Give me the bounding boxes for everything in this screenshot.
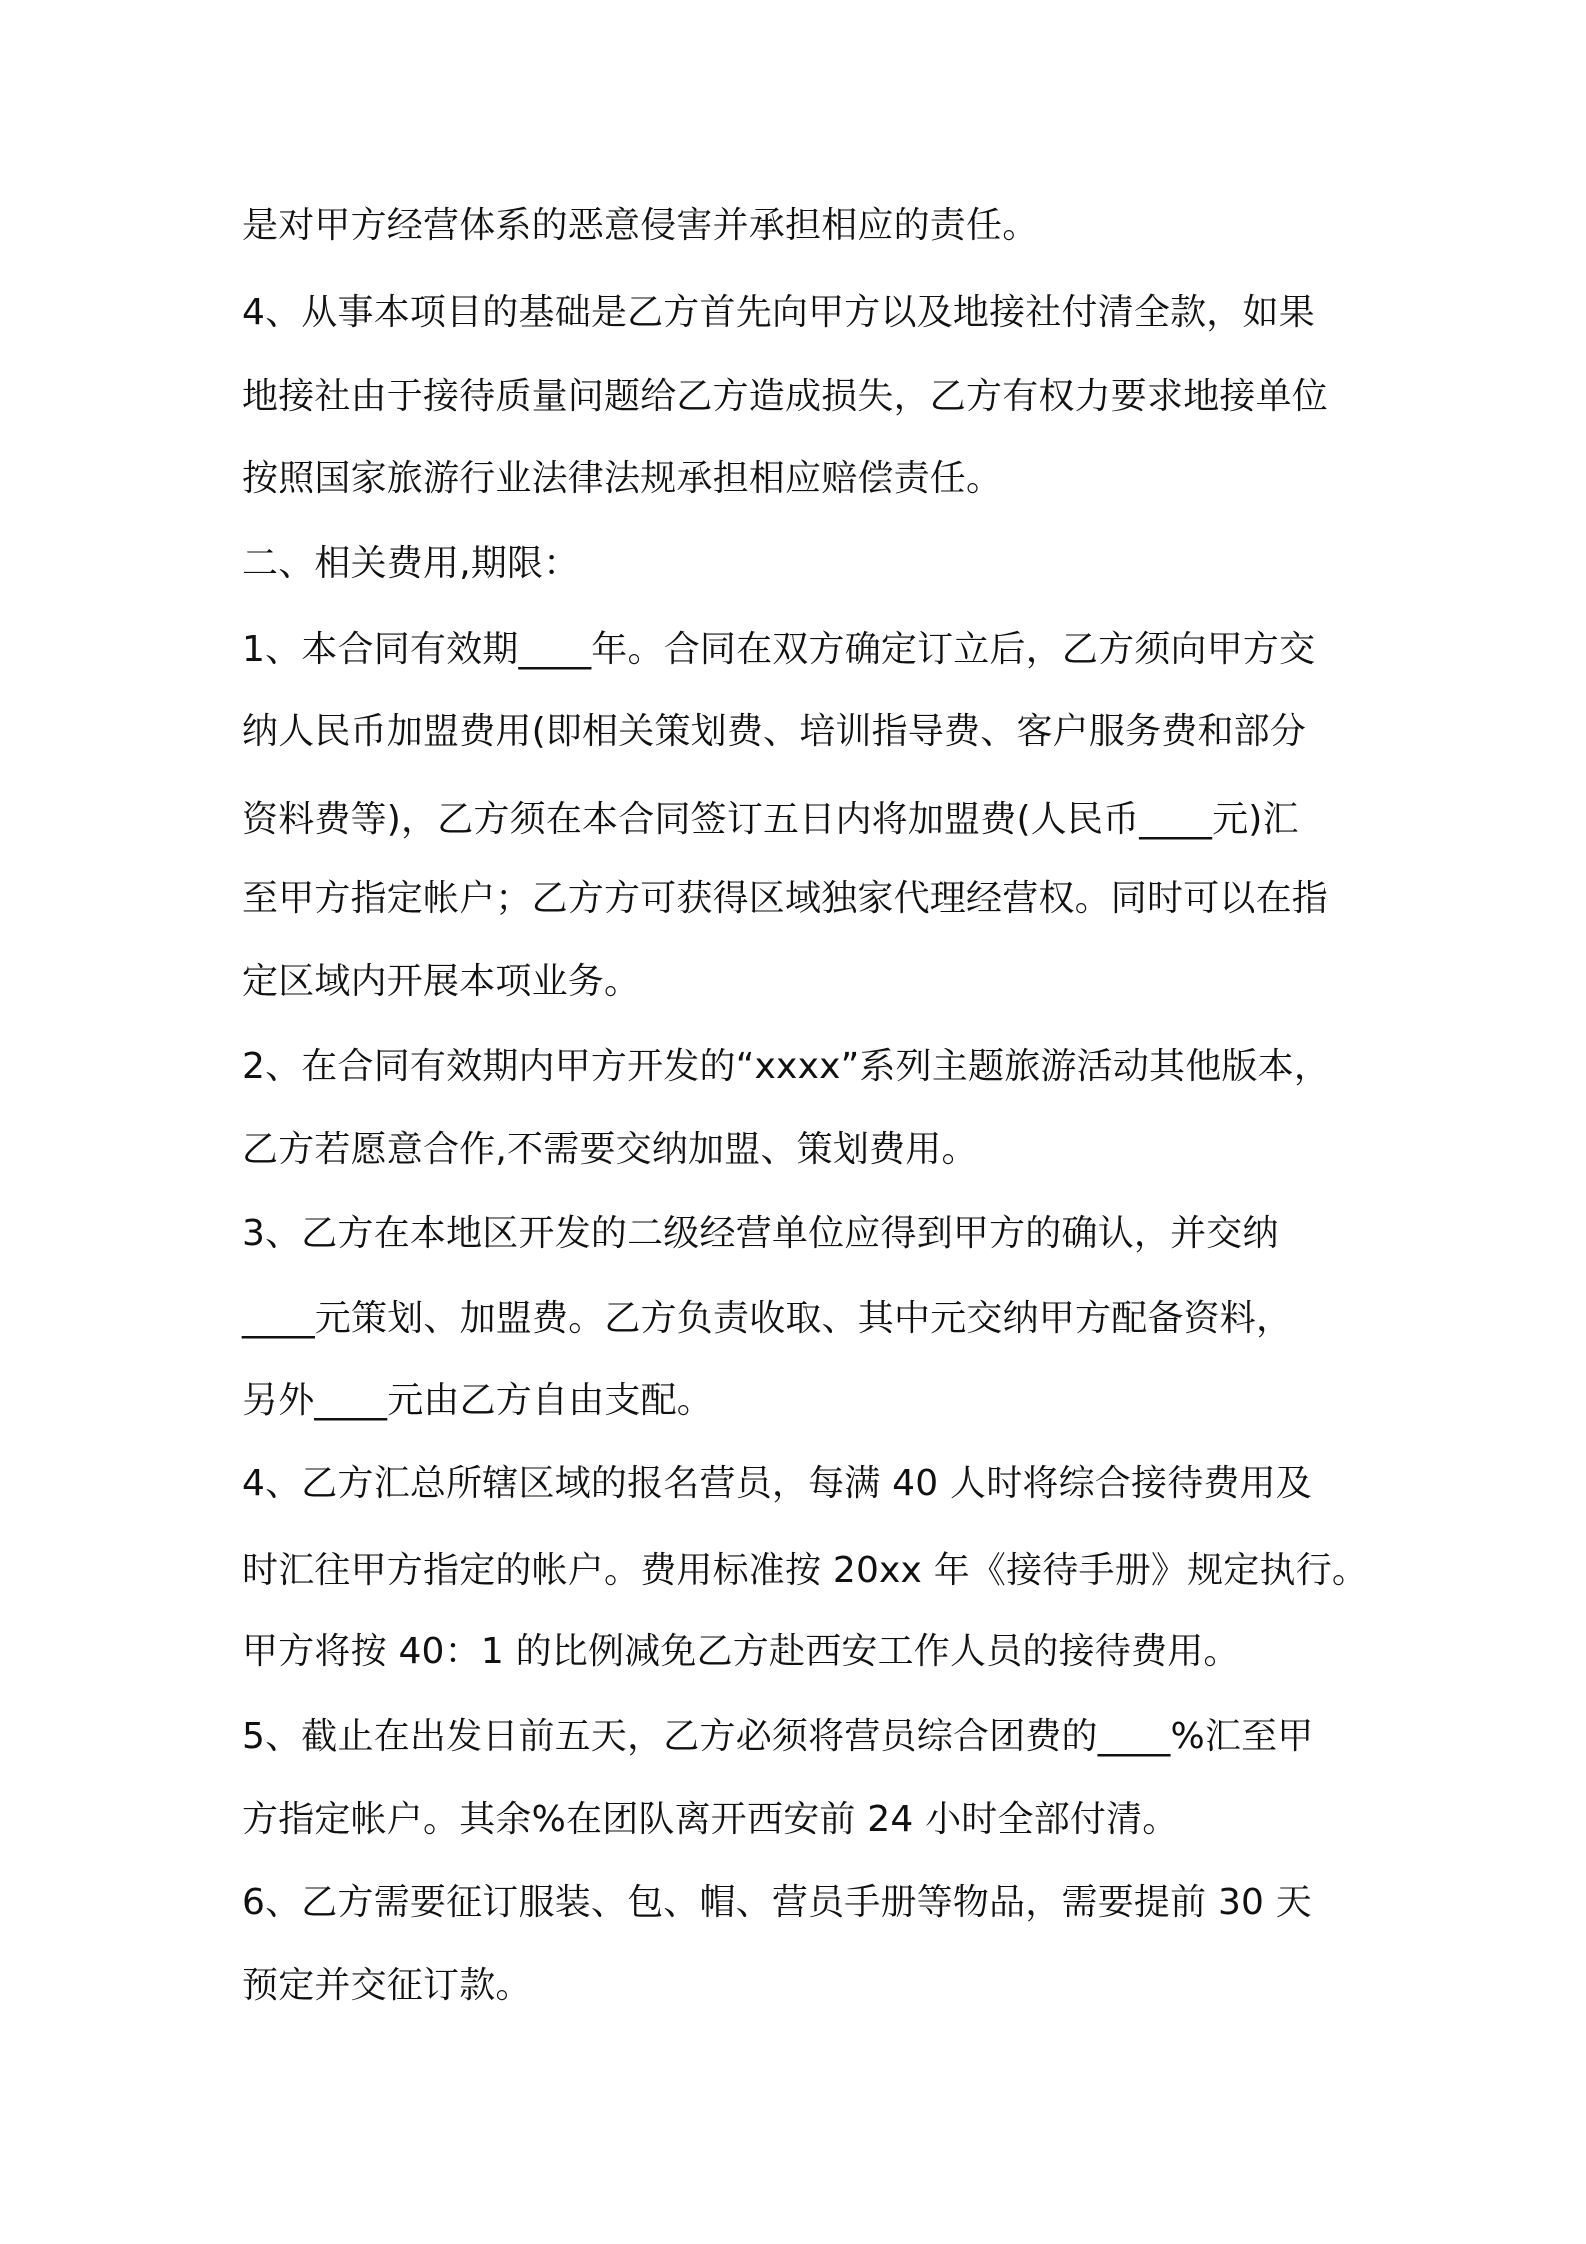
text-line: 至甲方指定帐户；乙方方可获得区域独家代理经营权。同时可以在指 xyxy=(242,878,1329,919)
text-line: 资料费等)，乙方须在本合同签订五日内将加盟费(人民币____元)汇 xyxy=(242,799,1299,840)
text-line: 方指定帐户。其余%在团队离开西安前 24 小时全部付清。 xyxy=(242,1799,1179,1840)
text-line: 预定并交征订款。 xyxy=(242,1965,532,2006)
section-heading: 二、相关费用,期限： xyxy=(242,543,580,584)
text-line: 另外____元由乙方自由支配。 xyxy=(242,1380,714,1421)
text-line: 5、截止在出发日前五天，乙方必须将营员综合团费的____%汇至甲 xyxy=(242,1716,1314,1757)
text-line: 1、本合同有效期____年。合同在双方确定订立后，乙方须向甲方交 xyxy=(242,629,1316,670)
text-line: 按照国家旅游行业法律法规承担相应赔偿责任。 xyxy=(242,458,1003,499)
text-line: 甲方将按 40：1 的比例减免乙方赴西安工作人员的接待费用。 xyxy=(242,1631,1240,1672)
text-line: 地接社由于接待质量问题给乙方造成损失，乙方有权力要求地接单位 xyxy=(242,376,1329,417)
text-line: 6、乙方需要征订服装、包、帽、营员手册等物品，需要提前 30 天 xyxy=(242,1882,1312,1923)
text-line: 4、从事本项目的基础是乙方首先向甲方以及地接社付清全款，如果 xyxy=(242,292,1315,333)
text-line: 乙方若愿意合作,不需要交纳加盟、策划费用。 xyxy=(242,1129,978,1170)
text-line: 是对甲方经营体系的恶意侵害并承担相应的责任。 xyxy=(242,205,1039,246)
text-line: ____元策划、加盟费。乙方负责收取、其中元交纳甲方配备资料， xyxy=(242,1298,1293,1339)
text-line: 时汇往甲方指定的帐户。费用标准按 20xx 年《接待手册》规定执行。 xyxy=(242,1550,1369,1591)
text-line: 4、乙方汇总所辖区域的报名营员，每满 40 人时将综合接待费用及 xyxy=(242,1463,1312,1504)
text-line: 定区域内开展本项业务。 xyxy=(242,961,641,1002)
text-line: 2、在合同有效期内甲方开发的“xxxx”系列主题旅游活动其他版本， xyxy=(242,1046,1331,1087)
text-line: 纳人民币加盟费用(即相关策划费、培训指导费、客户服务费和部分 xyxy=(242,711,1307,752)
text-line: 3、乙方在本地区开发的二级经营单位应得到甲方的确认，并交纳 xyxy=(242,1213,1279,1254)
